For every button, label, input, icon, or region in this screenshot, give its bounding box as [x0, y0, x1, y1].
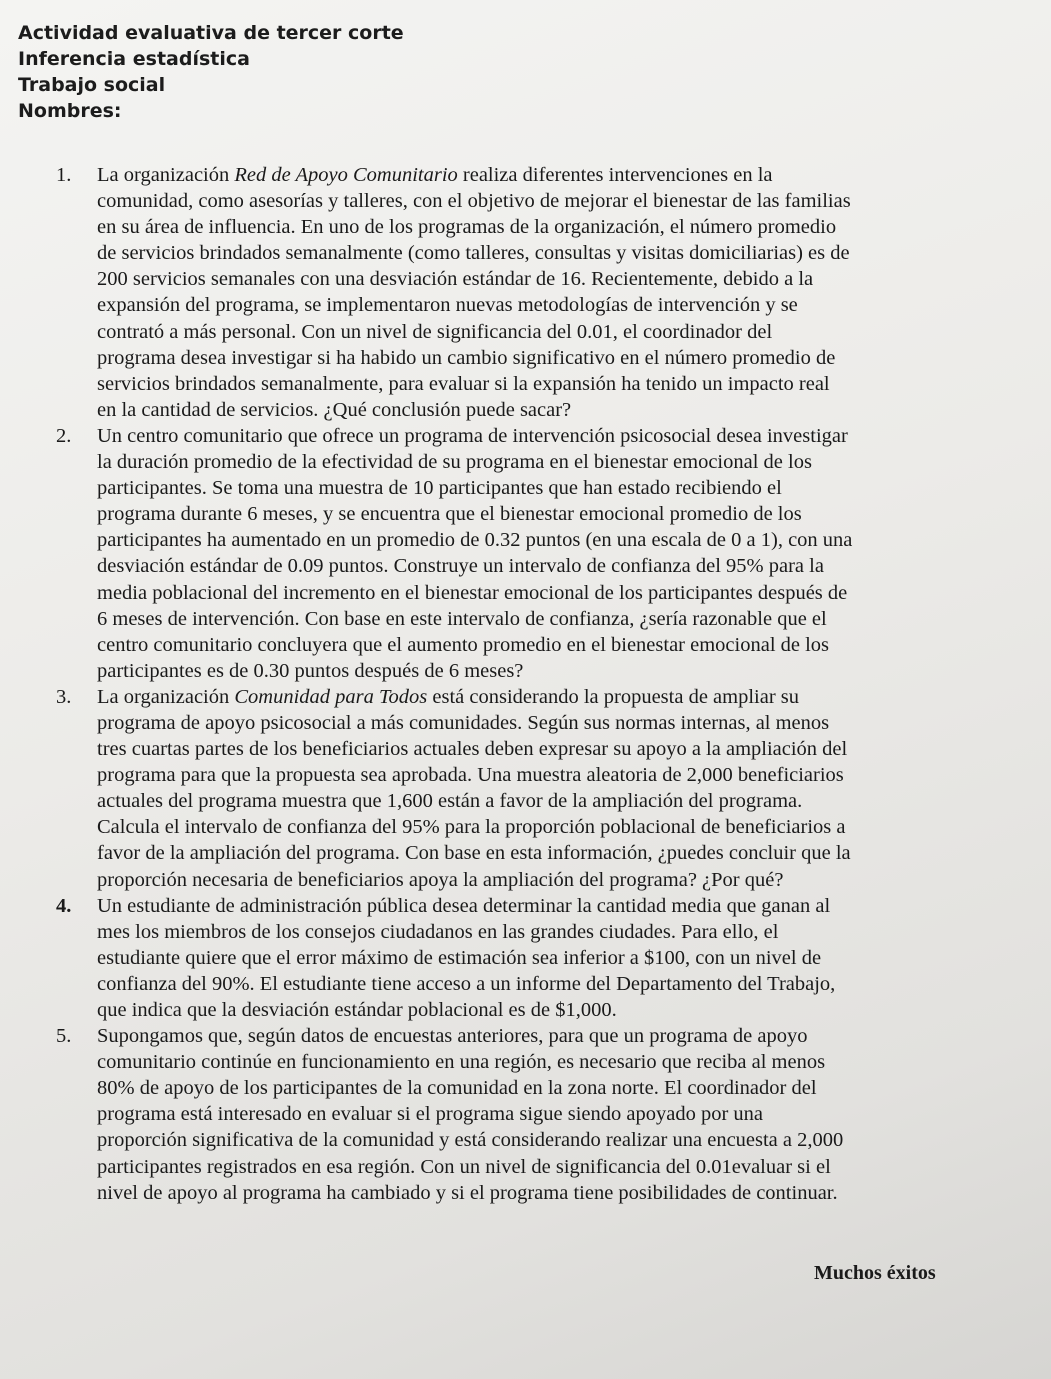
question-line: programa durante 6 meses, y se encuentra que el bienestar emocional promedio de los: [97, 503, 802, 526]
question-number: 5.: [56, 1025, 72, 1048]
question-line: estudiante quiere que el error máximo de estimación sea inferior a $100, con un nivel de: [97, 946, 822, 969]
question-number: 2.: [56, 424, 72, 447]
question-line: comunitario continúe en funcionamiento en una región, es necesario que reciba al menos: [97, 1051, 826, 1074]
question-line: Un estudiante de administración pública desea determinar la cantidad media que ganan al: [97, 894, 831, 917]
question-line: participantes es de 0.30 puntos después de 6 meses?: [97, 659, 524, 682]
question-line: 6 meses de intervención. Con base en este intervalo de confianza, ¿sería razonable que el: [97, 607, 827, 630]
question-line: confianza del 90%. El estudiante tiene acceso a un informe del Departamento del Trabajo,: [97, 972, 836, 995]
question-line: tres cuartas partes de los beneficiarios actuales deben expresar su apoyo a la ampliación del: [97, 738, 848, 761]
question-line: Calcula el intervalo de confianza del 95% para la proporción poblacional de beneficiarios a: [97, 816, 846, 839]
text-segment: realiza diferentes intervenciones en la: [457, 164, 773, 186]
document-title: Actividad evaluativa de tercer corte: [18, 22, 404, 44]
question-list: [0, 162, 1051, 1206]
closing-text: Muchos éxitos: [814, 1262, 936, 1284]
question-number: 3.: [56, 685, 72, 708]
question-line: Un centro comunitario que ofrece un programa de intervención psicosocial desea investigar: [97, 424, 848, 447]
question-number: 4.: [56, 894, 72, 917]
question-line: comunidad, como asesorías y talleres, con el objetivo de mejorar el bienestar de las familias: [97, 190, 851, 213]
question-line: favor de la ampliación del programa. Con base en esta información, ¿puedes concluir que la: [97, 842, 851, 865]
question-line: programa está interesado en evaluar si el programa sigue siendo apoyado por una: [97, 1103, 764, 1126]
question-line: la duración promedio de la efectividad de su programa en el bienestar emocional de los: [97, 451, 812, 474]
question-line: 200 servicios semanales con una desviación estándar de 16. Recientemente, debido a la: [97, 268, 814, 291]
question-line: programa desea investigar si ha habido un cambio significativo en el número promedio de: [97, 346, 836, 369]
question-line: proporción necesaria de beneficiarios apoya la ampliación del programa? ¿Por qué?: [97, 868, 784, 891]
text-segment: está considerando la propuesta de ampliar su: [427, 685, 800, 708]
question-line: en la cantidad de servicios. ¿Qué conclusión puede sacar?: [97, 398, 572, 421]
question-line: nivel de apoyo al programa ha cambiado y si el programa tiene posibilidades de continuar.: [97, 1181, 838, 1204]
question-line: contrató a más personal. Con un nivel de significancia del 0.01, el coordinador del: [97, 320, 773, 343]
question-line: expansión del programa, se implementaron nuevas metodologías de intervención y se: [97, 294, 798, 317]
question-line: programa para que la propuesta sea aprobada. Una muestra aleatoria de 2,000 beneficiarios: [97, 764, 844, 787]
question-line: que indica que la desviación estándar poblacional es de $1,000.: [97, 999, 617, 1021]
question-line: 80% de apoyo de los participantes de la comunidad en la zona norte. El coordinador del: [97, 1077, 817, 1100]
text-segment: La organización: [97, 164, 235, 186]
names-label: Nombres:: [18, 100, 122, 122]
course-name: Inferencia estadística: [18, 48, 250, 70]
question-2: [0, 423, 1051, 684]
question-line: programa de apoyo psicosocial a más comunidades. Según sus normas internas, al menos: [97, 711, 830, 734]
question-5: [0, 1023, 1051, 1206]
document-header: [18, 20, 404, 124]
text-segment: La organización: [97, 685, 235, 708]
question-1: [0, 162, 1051, 423]
question-number: 1.: [56, 164, 72, 186]
question-line: de servicios brindados semanalmente (como talleres, consultas y visitas domiciliarias) es de: [97, 242, 850, 265]
organization-name: Comunidad para Todos: [234, 685, 428, 708]
question-line: [0, 684, 1051, 710]
question-4: [0, 893, 1051, 1023]
question-line: en su área de influencia. En uno de los programas de la organización, el número promedio: [97, 216, 837, 239]
question-line: participantes registrados en esa región. Con un nivel de significancia del 0.01evaluar si el: [97, 1155, 831, 1178]
question-line: participantes. Se toma una muestra de 10 participantes que han estado recibiendo el: [97, 477, 782, 500]
question-line: actuales del programa muestra que 1,600 están a favor de la ampliación del programa.: [97, 790, 803, 813]
question-line: proporción significativa de la comunidad y está considerando realizar una encuesta a 2,000: [97, 1129, 844, 1152]
question-line: media poblacional del incremento en el bienestar emocional de los participantes después de: [97, 581, 848, 604]
question-3: [0, 684, 1051, 893]
program-name: Trabajo social: [18, 74, 166, 96]
question-line: desviación estándar de 0.09 puntos. Construye un intervalo de confianza del 95% para la: [97, 555, 824, 578]
question-line: servicios brindados semanalmente, para evaluar si la expansión ha tenido un impacto real: [97, 372, 830, 395]
question-line: centro comunitario concluyera que el aumento promedio en el bienestar emocional de los: [97, 633, 830, 656]
question-line: mes los miembros de los consejos ciudadanos en las grandes ciudades. Para ello, el: [97, 920, 779, 943]
question-line: participantes ha aumentado en un promedio de 0.32 puntos (en una escala de 0 a 1), con una: [97, 529, 853, 552]
question-line: [0, 162, 1051, 188]
organization-name: Red de Apoyo Comunitario: [234, 164, 458, 186]
question-line: Supongamos que, según datos de encuestas anteriores, para que un programa de apoyo: [97, 1025, 808, 1048]
